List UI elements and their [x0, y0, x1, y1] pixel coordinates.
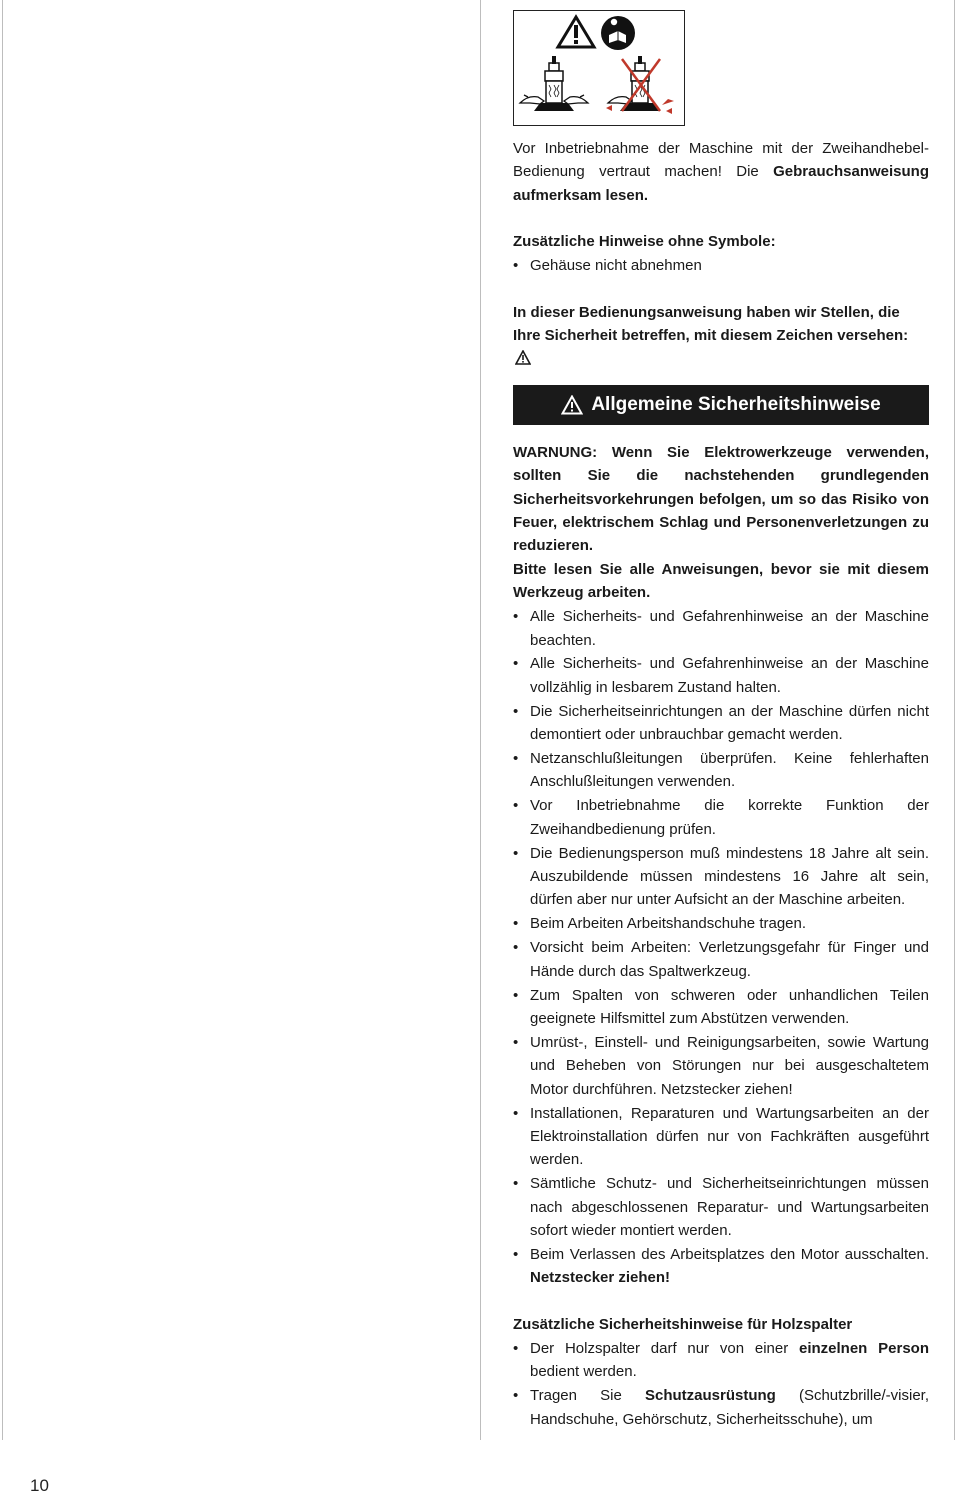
item-text: bedient werden.	[530, 1363, 637, 1381]
item-text: Der Holzspalter darf nur von einer	[530, 1339, 799, 1357]
item-bold-text: Schutzausrüstung	[644, 1387, 776, 1405]
item-bold-text: einzelnen Person	[799, 1339, 929, 1357]
list-item: • Gehäuse nicht abnehmen	[513, 254, 929, 277]
intro-paragraph	[513, 137, 929, 207]
safety-symbols-box	[513, 10, 685, 126]
list-item: • Die Sicherheitseinrichtungen an der Maschine dürfen nicht demontiert oder unbrauchbar gemacht werden.	[513, 700, 929, 747]
splitter-section-list	[513, 1337, 929, 1431]
warning-triangle-icon	[515, 350, 531, 365]
section-heading-bar	[513, 385, 929, 425]
warning-triangle-icon	[561, 395, 583, 415]
intro-text: Vor Inbetriebnahme der Maschine mit der Zweihandhebel-Bedienung vertraut machen! Die	[513, 140, 929, 181]
intro-bold-text: Gebrauchsanweisung aufmerksam lesen.	[513, 163, 929, 204]
list-item: • Netzanschlußleitungen überprüfen. Keine fehlerhaften Anschlußleitungen verwenden.	[513, 747, 929, 794]
additional-notes-title: Zusätzliche Hinweise ohne Symbole:	[513, 233, 776, 251]
warning-triangle-icon	[558, 17, 594, 47]
notice-text: In dieser Bedienungsanweisung haben wir Stellen, die Ihre Sicherheit betreffen, mit diesem Zeichen versehen:	[513, 303, 909, 344]
notice-paragraph	[513, 301, 929, 371]
list-item: • Vorsicht beim Arbeiten: Verletzungsgefahr für Finger und Hände durch das Spaltwerkzeug.	[513, 936, 929, 983]
list-item: • Installationen, Reparaturen und Wartungsarbeiten an der Elektroinstallation dürfen nur von Fachkräften ausgeführt werden.	[513, 1102, 929, 1172]
page-number: 10	[30, 1476, 49, 1495]
item-text: (Schutzbrille/-visier, Handschuhe, Gehörschutz, Sicherheitsschuhe), um	[530, 1387, 929, 1428]
last-item-bold-text: Netzstecker ziehen!	[530, 1269, 671, 1287]
last-item-text: Beim Verlassen des Arbeitsplatzes den Motor ausschalten.	[530, 1246, 929, 1264]
read-instructions-paragraph: Bitte lesen Sie alle Anweisungen, bevor sie mit diesem Werkzeug arbeiten.	[513, 560, 929, 602]
list-item: • Alle Sicherheits- und Gefahrenhinweise an der Maschine vollzählig in lesbarem Zustand halten.	[513, 652, 929, 699]
list-item	[513, 1384, 929, 1431]
list-item: • Alle Sicherheits- und Gefahrenhinweise an der Maschine beachten.	[513, 605, 929, 652]
two-hand-operation-icon	[520, 56, 588, 111]
read-manual-icon	[601, 16, 635, 50]
list-item: • Beim Arbeiten Arbeitshandschuhe tragen.	[513, 912, 929, 935]
splitter-section-title: Zusätzliche Sicherheitshinweise für Holzspalter	[513, 1315, 853, 1333]
list-item: • Vor Inbetriebnahme die korrekte Funktion der Zweihandbedienung prüfen.	[513, 794, 929, 841]
additional-notes-list	[513, 254, 929, 277]
list-item: • Umrüst-, Einstell- und Reinigungsarbeiten, sowie Wartung und Beheben von Störungen nur bei ausgeschaltetem Motor durchführen. Netzstecker ziehen!	[513, 1031, 929, 1101]
list-item: • Zum Spalten von schweren oder unhandlichen Teilen geeignete Hilfsmittel zum Abstützen verwenden.	[513, 984, 929, 1031]
list-item	[513, 1337, 929, 1384]
right-column	[513, 10, 929, 1431]
safety-symbols-graphic	[514, 11, 683, 124]
left-edge-line	[2, 0, 3, 1440]
item-text: Tragen Sie	[530, 1387, 645, 1405]
safety-instructions-list	[513, 605, 929, 1290]
section-heading-text: Allgemeine Sicherheitshinweise	[591, 394, 881, 416]
list-item: • Die Bedienungsperson muß mindestens 18 Jahre alt sein. Auszubildende müssen mindestens 16 Jahre alt sein, dürfen aber nur unter Aufsicht an der Maschine arbeiten.	[513, 842, 929, 912]
right-edge-line	[954, 0, 955, 1440]
list-item: • Sämtliche Schutz- und Sicherheitseinrichtungen müssen nach abgeschlossenen Reparatur- und Wartungsarbeiten sofort wieder montiert werden.	[513, 1172, 929, 1242]
list-item	[513, 1243, 929, 1290]
one-hand-forbidden-icon	[606, 56, 674, 114]
column-divider-line	[480, 0, 481, 1440]
warning-paragraph: WARNUNG: Wenn Sie Elektrowerkzeuge verwenden, sollten Sie die nachstehenden grundlegenden Sicherheitsvorkehrungen befolgen, um so das Risiko von Feuer, elektrischem Schlag und Personenverletzungen zu reduzieren.	[513, 443, 929, 555]
